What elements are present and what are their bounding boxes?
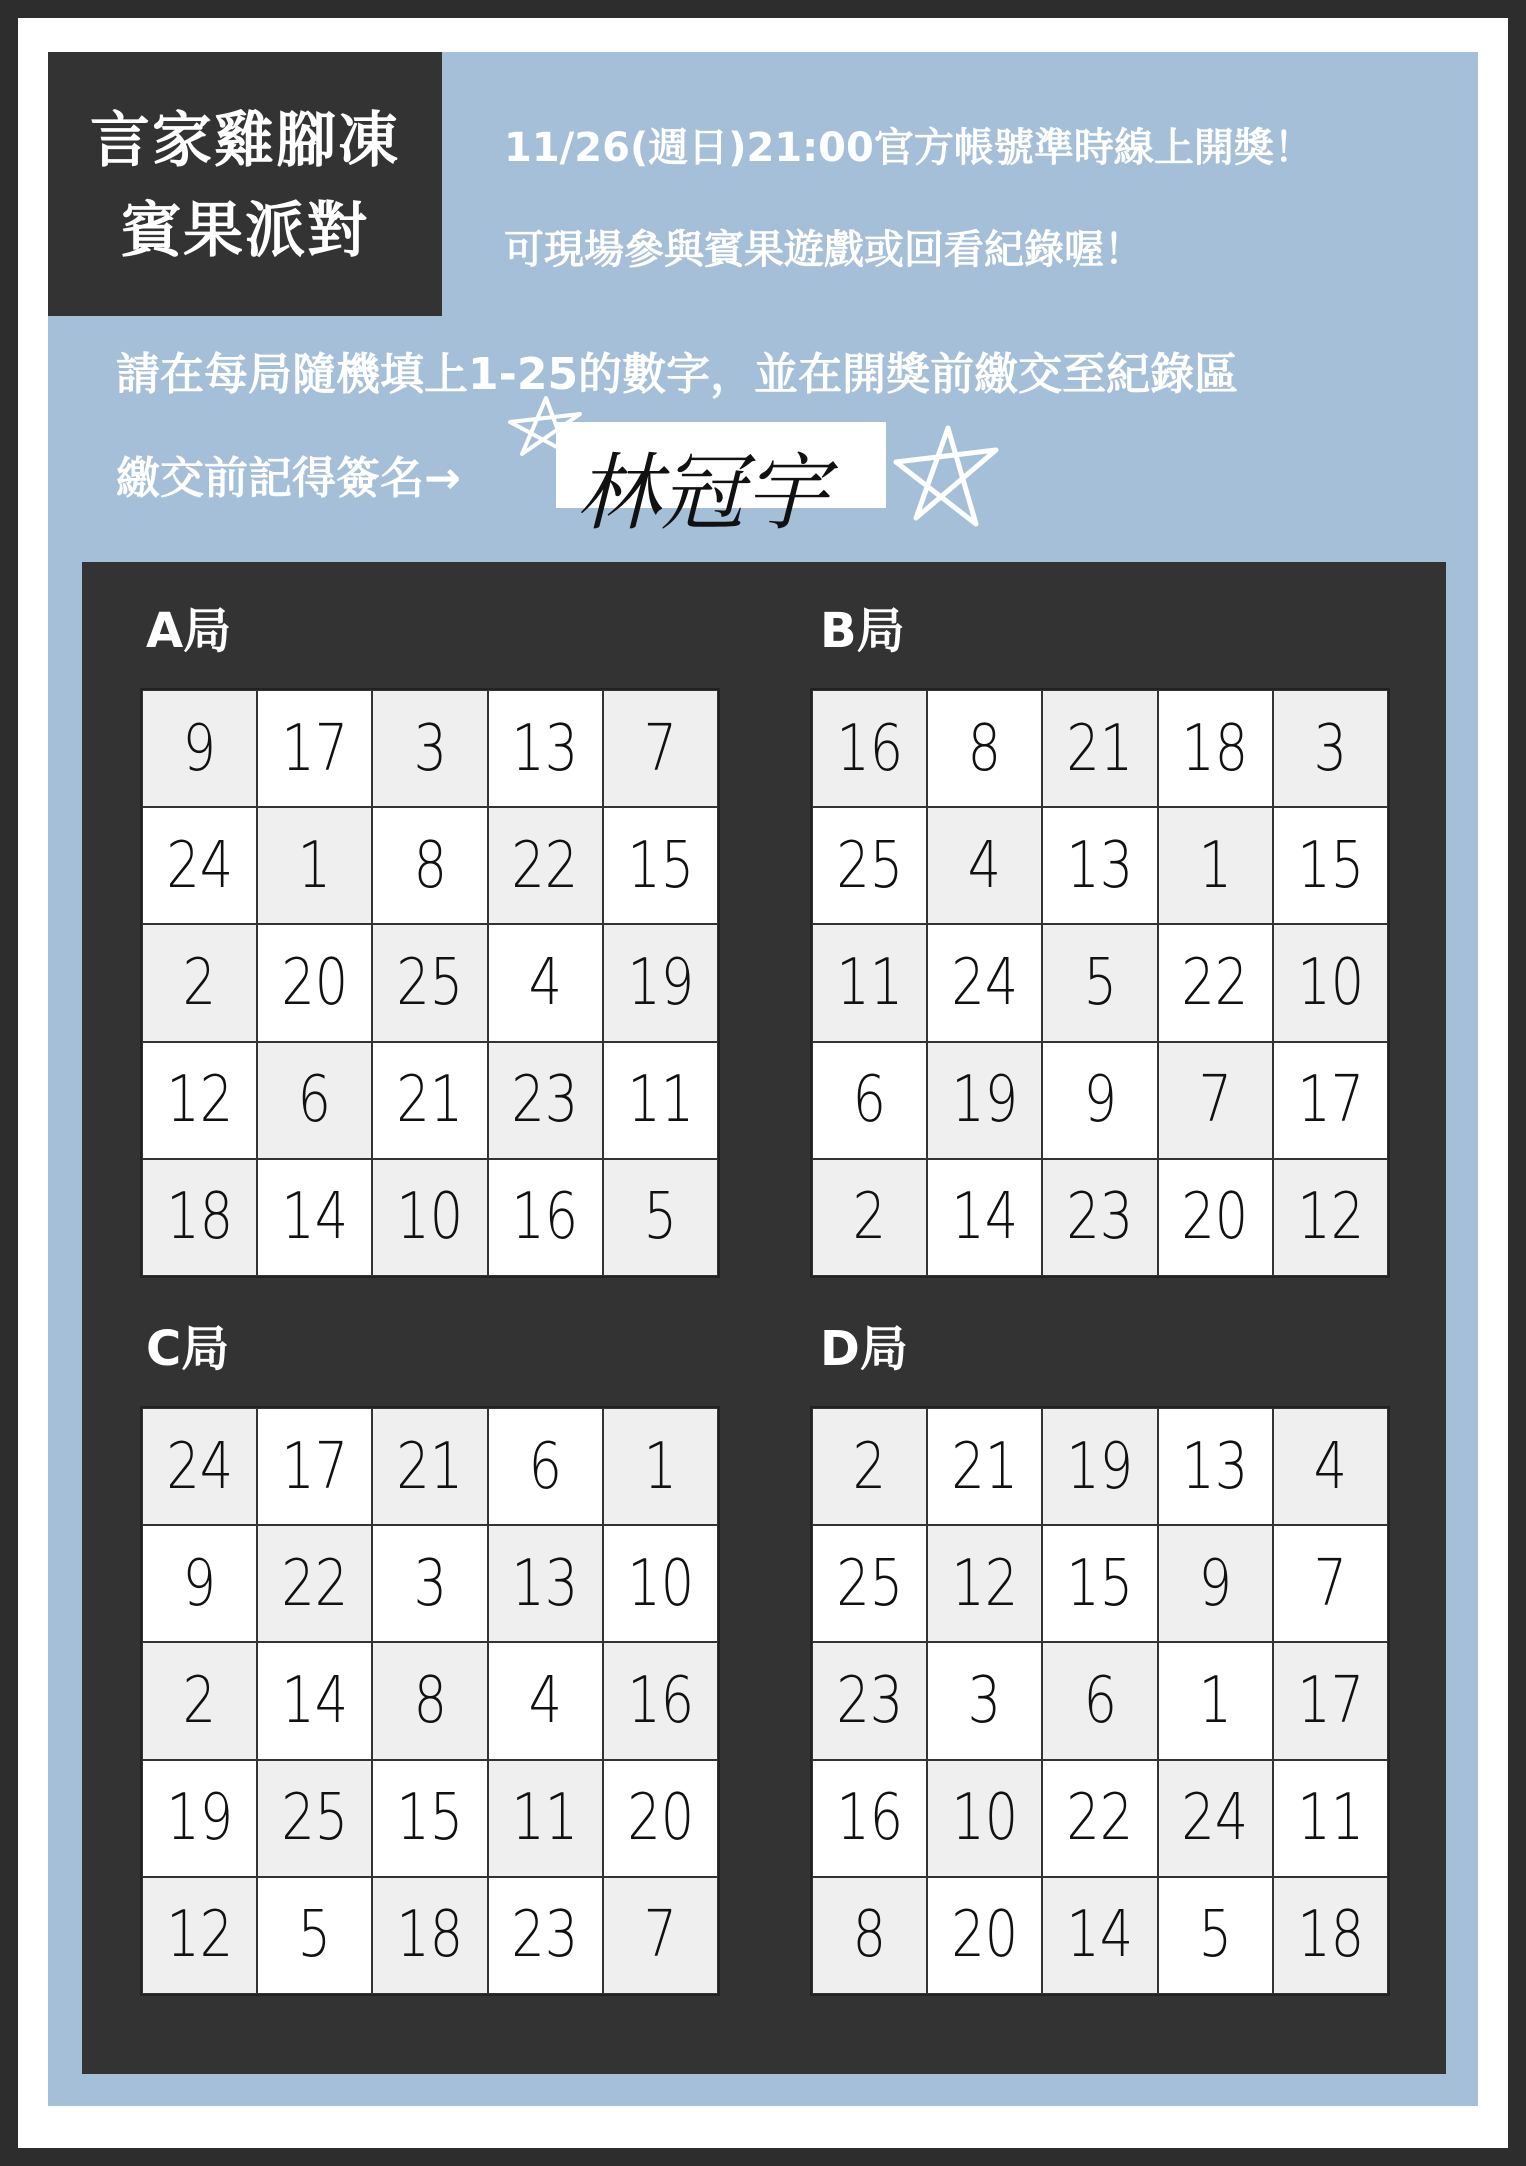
bingo-cell[interactable] — [1273, 1877, 1388, 1994]
signature-drawing — [556, 420, 1016, 560]
bingo-cell[interactable] — [1273, 807, 1388, 924]
instruction-line-1: 請在每局隨機填上1-25的數字，並在開獎前繳交至紀錄區 — [116, 349, 1239, 400]
bingo-cell[interactable] — [603, 1408, 718, 1525]
bingo-cell[interactable] — [927, 1877, 1042, 1994]
bingo-cell[interactable] — [488, 1159, 603, 1276]
bingo-number: 21 — [1066, 711, 1134, 786]
bingo-number: 6 — [852, 1063, 887, 1138]
bingo-number: 7 — [643, 1898, 678, 1973]
bingo-number: 3 — [1313, 711, 1348, 786]
bingo-cell[interactable] — [372, 924, 487, 1041]
bingo-number: 6 — [298, 1063, 332, 1138]
bingo-number: 11 — [836, 945, 903, 1020]
bingo-cell[interactable] — [603, 1525, 718, 1642]
round-a-label: A局 — [146, 603, 232, 659]
bingo-cell[interactable] — [1158, 1159, 1273, 1276]
bingo-number: 15 — [396, 1781, 464, 1856]
bingo-cell[interactable] — [812, 690, 927, 807]
bingo-number: 21 — [396, 1429, 464, 1504]
bingo-cell[interactable] — [1042, 924, 1157, 1041]
round-b-label: B局 — [820, 603, 905, 659]
bingo-number: 9 — [1083, 1063, 1117, 1138]
round-d-label: D局 — [820, 1321, 908, 1377]
bingo-number: 23 — [1066, 1180, 1134, 1255]
bingo-number: 14 — [281, 1180, 349, 1255]
bingo-number: 1 — [298, 828, 332, 903]
bingo-cell[interactable] — [1158, 1042, 1273, 1159]
bingo-number: 18 — [396, 1898, 464, 1973]
bingo-cell[interactable] — [603, 1159, 718, 1276]
bingo-number: 7 — [1198, 1063, 1232, 1138]
bingo-number: 21 — [396, 1063, 464, 1138]
bingo-cell[interactable] — [1273, 1159, 1388, 1276]
title-line-2: 賓果派對 — [121, 196, 369, 266]
bingo-cell[interactable] — [372, 1408, 487, 1525]
bingo-cell[interactable] — [1273, 924, 1388, 1041]
bingo-number: 25 — [836, 1546, 903, 1621]
bingo-number: 25 — [836, 828, 903, 903]
bingo-number: 1 — [643, 1429, 678, 1504]
bingo-cell[interactable] — [927, 690, 1042, 807]
bingo-number: 4 — [528, 945, 562, 1020]
bingo-cell[interactable] — [142, 924, 257, 1041]
bingo-number: 4 — [528, 1663, 562, 1738]
bingo-cell[interactable] — [603, 690, 718, 807]
bingo-cell[interactable] — [1158, 1877, 1273, 1994]
bingo-number: 13 — [1181, 1429, 1249, 1504]
bingo-number: 3 — [413, 711, 447, 786]
bingo-cell[interactable] — [812, 807, 927, 924]
bingo-cell[interactable] — [1158, 1525, 1273, 1642]
bingo-number: 12 — [951, 1546, 1019, 1621]
bingo-cell[interactable] — [257, 690, 372, 807]
bingo-cell[interactable] — [372, 690, 487, 807]
bingo-cell[interactable] — [927, 807, 1042, 924]
bingo-cell[interactable] — [488, 1760, 603, 1877]
bingo-cell[interactable] — [372, 1042, 487, 1159]
bingo-number: 18 — [166, 1180, 233, 1255]
bingo-number: 22 — [511, 828, 579, 903]
bingo-number: 14 — [951, 1180, 1019, 1255]
bingo-number: 8 — [413, 828, 447, 903]
title-line-1: 言家雞腳凍 — [90, 106, 400, 176]
bingo-number: 11 — [511, 1781, 579, 1856]
bingo-cell[interactable] — [1273, 1642, 1388, 1759]
bingo-number: 13 — [511, 1546, 579, 1621]
bingo-number: 18 — [1297, 1898, 1364, 1973]
bingo-number: 13 — [511, 711, 579, 786]
bingo-number: 23 — [511, 1063, 579, 1138]
bingo-number: 17 — [281, 1429, 349, 1504]
bingo-cell[interactable] — [488, 1642, 603, 1759]
bingo-cell[interactable] — [257, 1525, 372, 1642]
bingo-number: 7 — [1313, 1546, 1348, 1621]
bingo-number: 16 — [836, 711, 903, 786]
bingo-cell[interactable] — [927, 1760, 1042, 1877]
bingo-cell[interactable] — [812, 1760, 927, 1877]
bingo-cell[interactable] — [372, 1877, 487, 1994]
bingo-number: 15 — [1066, 1546, 1134, 1621]
bingo-number: 6 — [528, 1429, 562, 1504]
bingo-cell[interactable] — [1042, 1042, 1157, 1159]
bingo-grid-c — [140, 1406, 720, 1996]
bingo-number: 19 — [627, 945, 694, 1020]
bingo-number: 9 — [182, 1546, 217, 1621]
signature-text: 林冠宇 — [576, 444, 829, 542]
bingo-cell[interactable] — [142, 1159, 257, 1276]
bingo-cell[interactable] — [1158, 807, 1273, 924]
bingo-number: 6 — [1083, 1663, 1117, 1738]
bingo-number: 8 — [968, 711, 1002, 786]
bingo-number: 10 — [951, 1781, 1019, 1856]
bingo-cell[interactable] — [1158, 1760, 1273, 1877]
bingo-cell[interactable] — [927, 1642, 1042, 1759]
bingo-cell[interactable] — [257, 1159, 372, 1276]
bingo-cell[interactable] — [1042, 1642, 1157, 1759]
bingo-number: 5 — [643, 1180, 678, 1255]
announcement-line-2: 可現場參與賓果遊戲或回看紀錄喔！ — [504, 227, 1144, 273]
bingo-cell[interactable] — [812, 1642, 927, 1759]
bingo-cell[interactable] — [603, 1877, 718, 1994]
bingo-number: 22 — [281, 1546, 349, 1621]
bingo-cell[interactable] — [927, 1042, 1042, 1159]
bingo-cell[interactable] — [142, 1877, 257, 1994]
bingo-cell[interactable] — [488, 1042, 603, 1159]
bingo-number: 17 — [1297, 1663, 1364, 1738]
bingo-cell[interactable] — [488, 690, 603, 807]
bingo-cell[interactable] — [142, 1642, 257, 1759]
bingo-cell[interactable] — [603, 1042, 718, 1159]
bingo-cell[interactable] — [142, 1042, 257, 1159]
bingo-number: 17 — [281, 711, 349, 786]
bingo-number: 12 — [166, 1063, 233, 1138]
bingo-cell[interactable] — [1273, 1760, 1388, 1877]
bingo-number: 4 — [1313, 1429, 1348, 1504]
bingo-cell[interactable] — [142, 1760, 257, 1877]
bingo-number: 2 — [852, 1180, 887, 1255]
bingo-cell[interactable] — [372, 1159, 487, 1276]
bingo-number: 20 — [951, 1898, 1019, 1973]
bingo-cell[interactable] — [142, 1525, 257, 1642]
bingo-cell[interactable] — [257, 1042, 372, 1159]
bingo-number: 12 — [1297, 1180, 1364, 1255]
bingo-cell[interactable] — [1273, 1042, 1388, 1159]
bingo-cell[interactable] — [603, 807, 718, 924]
bingo-cell[interactable] — [812, 1408, 927, 1525]
bingo-number: 22 — [1066, 1781, 1134, 1856]
bingo-number: 2 — [182, 1663, 217, 1738]
star-doodle-icon — [500, 392, 590, 462]
bingo-cell[interactable] — [1042, 690, 1157, 807]
bingo-number: 14 — [1066, 1898, 1134, 1973]
bingo-cell[interactable] — [927, 1525, 1042, 1642]
announcement-line-1: 11/26(週日)21:00官方帳號準時線上開獎！ — [504, 125, 1314, 171]
bingo-number: 18 — [1181, 711, 1249, 786]
bingo-number: 24 — [1181, 1781, 1249, 1856]
bingo-cell[interactable] — [927, 1159, 1042, 1276]
bingo-cell[interactable] — [1158, 1642, 1273, 1759]
bingo-cell[interactable] — [372, 807, 487, 924]
bingo-number: 10 — [1297, 945, 1364, 1020]
bingo-cell[interactable] — [257, 1760, 372, 1877]
instruction-line-2: 繳交前記得簽名→ — [116, 453, 461, 504]
bingo-number: 4 — [968, 828, 1002, 903]
bingo-cell[interactable] — [927, 924, 1042, 1041]
bingo-cell[interactable] — [1042, 807, 1157, 924]
bingo-cell[interactable] — [812, 1159, 927, 1276]
star-doodle-icon — [896, 428, 996, 524]
bingo-number: 15 — [1297, 828, 1364, 903]
bingo-cell[interactable] — [1042, 1760, 1157, 1877]
bingo-cell[interactable] — [257, 1877, 372, 1994]
bingo-number: 23 — [836, 1663, 903, 1738]
bingo-number: 20 — [627, 1781, 694, 1856]
bingo-number: 16 — [511, 1180, 579, 1255]
bingo-cell[interactable] — [603, 1642, 718, 1759]
bingo-number: 11 — [627, 1063, 694, 1138]
bingo-number: 24 — [166, 1429, 233, 1504]
bingo-cell[interactable] — [1273, 1408, 1388, 1525]
bingo-number: 8 — [413, 1663, 447, 1738]
bingo-cell[interactable] — [1042, 1408, 1157, 1525]
bingo-cell[interactable] — [1158, 1408, 1273, 1525]
bingo-number: 20 — [1181, 1180, 1249, 1255]
bingo-number: 20 — [281, 945, 349, 1020]
bingo-cell[interactable] — [257, 807, 372, 924]
bingo-number: 8 — [852, 1898, 887, 1973]
bingo-cell[interactable] — [257, 924, 372, 1041]
bingo-number: 22 — [1181, 945, 1249, 1020]
bingo-cell[interactable] — [927, 1408, 1042, 1525]
bingo-number: 19 — [1066, 1429, 1134, 1504]
bingo-number: 23 — [511, 1898, 579, 1973]
bingo-number: 7 — [643, 711, 678, 786]
bingo-grid-d — [810, 1406, 1390, 1996]
bingo-number: 12 — [166, 1898, 233, 1973]
bingo-number: 16 — [627, 1663, 694, 1738]
bingo-cell[interactable] — [603, 924, 718, 1041]
bingo-cell[interactable] — [812, 1042, 927, 1159]
round-c-label: C局 — [146, 1321, 230, 1377]
bingo-cell[interactable] — [1158, 924, 1273, 1041]
bingo-grid-b — [810, 688, 1390, 1278]
bingo-number: 25 — [396, 945, 464, 1020]
bingo-number: 1 — [1198, 828, 1232, 903]
bingo-number: 5 — [1198, 1898, 1232, 1973]
bingo-number: 15 — [627, 828, 694, 903]
bingo-cell[interactable] — [1273, 1525, 1388, 1642]
bingo-cell[interactable] — [1042, 1877, 1157, 1994]
bingo-cell[interactable] — [372, 1525, 487, 1642]
bingo-cell[interactable] — [1158, 690, 1273, 807]
bingo-cell[interactable] — [142, 690, 257, 807]
bingo-number: 11 — [1297, 1781, 1364, 1856]
bingo-number: 25 — [281, 1781, 349, 1856]
bingo-cell[interactable] — [372, 1760, 487, 1877]
bingo-number: 1 — [1198, 1663, 1232, 1738]
bingo-number: 13 — [1066, 828, 1134, 903]
bingo-number: 16 — [836, 1781, 903, 1856]
bingo-number: 21 — [951, 1429, 1019, 1504]
bingo-cell[interactable] — [257, 1642, 372, 1759]
bingo-cell[interactable] — [372, 1642, 487, 1759]
bingo-cell[interactable] — [812, 1525, 927, 1642]
bingo-number: 5 — [1083, 945, 1117, 1020]
bingo-number: 24 — [951, 945, 1019, 1020]
bingo-cell[interactable] — [488, 807, 603, 924]
bingo-number: 14 — [281, 1663, 349, 1738]
bingo-cell[interactable] — [488, 1525, 603, 1642]
bingo-cell[interactable] — [488, 924, 603, 1041]
bingo-number: 3 — [413, 1546, 447, 1621]
title-block — [48, 52, 442, 316]
bingo-cell[interactable] — [488, 1877, 603, 1994]
bingo-cell[interactable] — [603, 1760, 718, 1877]
bingo-number: 2 — [182, 945, 217, 1020]
bingo-number: 19 — [951, 1063, 1019, 1138]
bingo-cell[interactable] — [142, 807, 257, 924]
bingo-grid-a — [140, 688, 720, 1278]
bingo-number: 19 — [166, 1781, 233, 1856]
bingo-cell[interactable] — [1042, 1159, 1157, 1276]
bingo-cell[interactable] — [812, 1877, 927, 1994]
bingo-number: 24 — [166, 828, 233, 903]
bingo-number: 9 — [1198, 1546, 1232, 1621]
bingo-number: 3 — [968, 1663, 1002, 1738]
bingo-number: 9 — [182, 711, 217, 786]
bingo-number: 10 — [627, 1546, 694, 1621]
bingo-cell[interactable] — [812, 924, 927, 1041]
bingo-cell[interactable] — [1273, 690, 1388, 807]
bingo-cell[interactable] — [257, 1408, 372, 1525]
bingo-cell[interactable] — [1042, 1525, 1157, 1642]
bingo-number: 5 — [298, 1898, 332, 1973]
bingo-number: 10 — [396, 1180, 464, 1255]
bingo-number: 2 — [852, 1429, 887, 1504]
bingo-cell[interactable] — [488, 1408, 603, 1525]
bingo-number: 17 — [1297, 1063, 1364, 1138]
bingo-cell[interactable] — [142, 1408, 257, 1525]
